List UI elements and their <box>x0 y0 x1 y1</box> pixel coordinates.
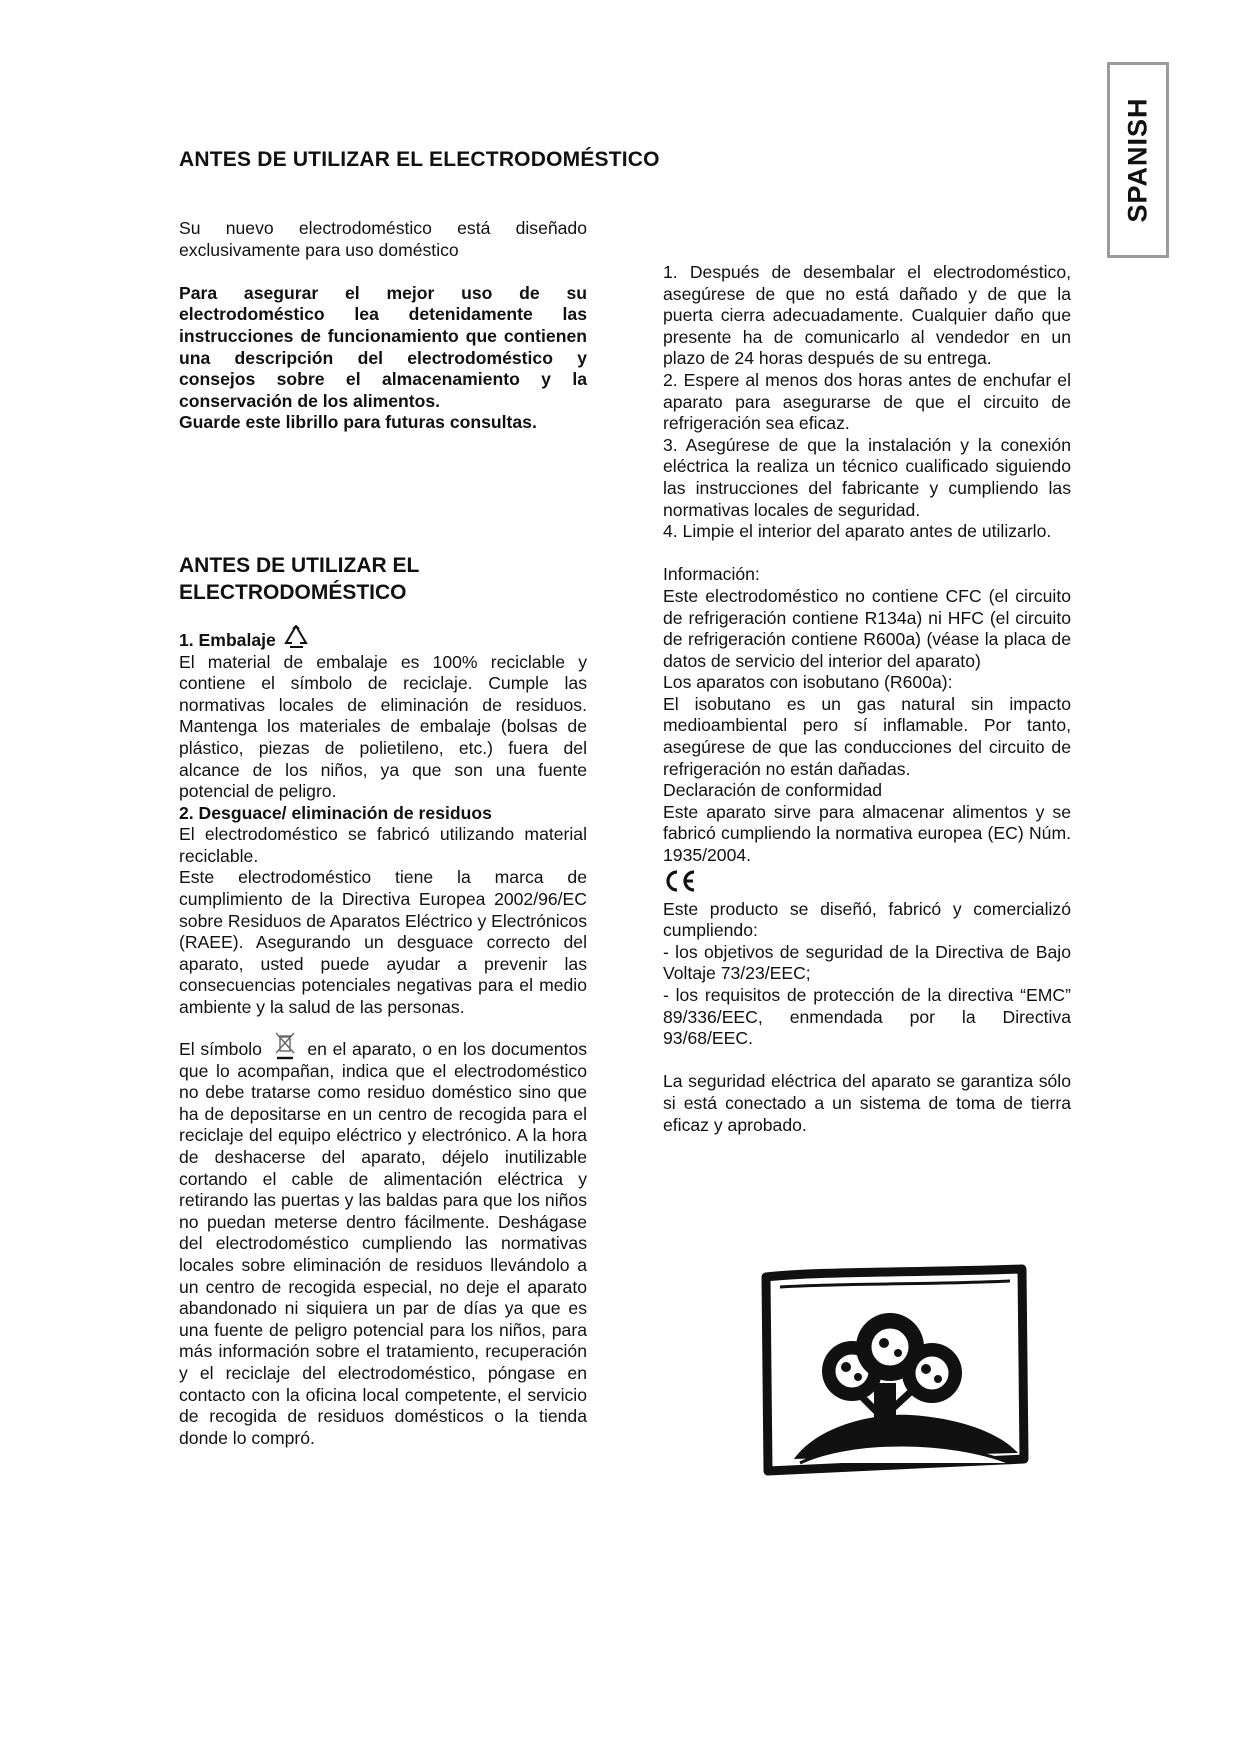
keep-booklet-text: Guarde este librillo para futuras consultas. <box>179 412 537 433</box>
info-label: Información: <box>663 564 760 585</box>
conformity-text: Este aparato sirve para almacenar alimentos y se fabricó cumpliendo la normativa europea (EC) Núm. 1935/2004. <box>663 801 1071 866</box>
ce-intro: Este producto se diseñó, fabricó y comercializó cumpliendo: <box>663 898 1071 941</box>
ce-item-1: - los objetivos de seguridad de la Directiva de Bajo Voltaje 73/23/EEC; <box>663 941 1071 984</box>
crossed-bin-icon <box>272 1031 298 1061</box>
isobutane-label: Los aparatos con isobutano (R600a): <box>663 672 953 693</box>
weee-paragraph <box>179 1031 587 1450</box>
left-column <box>179 218 587 1449</box>
ce-item-2: - los requisitos de protección de la directiva “EMC” 89/336/EEC, enmendada por la Directiva 93/68/EEC. <box>663 985 1071 1049</box>
safety-text: La seguridad eléctrica del aparato se garantiza sólo si está conectado a un sistema de toma de tierra eficaz y aprobado. <box>663 1071 1071 1135</box>
packaging-heading-line <box>179 624 587 652</box>
language-tab <box>1107 62 1169 258</box>
tree-logo-icon <box>760 1263 1030 1493</box>
intro-text: Su nuevo electrodoméstico está diseñado exclusivamente para uso doméstico <box>179 218 587 260</box>
isobutane-text: El isobutano es un gas natural sin impacto medioambiental pero sí inflamable. Por tanto, asegúrese de que las conducciones del circuito de refrigeración no están dañadas. <box>663 693 1071 779</box>
info-text: Este electrodoméstico no contiene CFC (el circuito de refrigeración contiene R134a) ni HFC (el circuito de refrigeración contiene R600a) (véase la placa de datos de servicio del interior del aparato) <box>663 585 1071 671</box>
page-title: ANTES DE UTILIZAR EL ELECTRODOMÉSTICO <box>179 148 660 171</box>
step-1: 1. Después de desembalar el electrodoméstico, asegúrese de que no está dañado y de que la puerta cierra adecuadamente. Cualquier daño que presente ha de comunicarlo al vendedor en un plazo de 24 horas después de su entrega. <box>663 262 1071 369</box>
recycle-icon <box>281 624 311 650</box>
packaging-heading: 1. Embalaje <box>179 629 276 650</box>
disposal-text-1: El electrodoméstico se fabricó utilizando material reciclable. <box>179 824 587 866</box>
section-title-line1: ANTES DE UTILIZAR EL <box>179 553 420 577</box>
symbol-text: en el aparato, o en los documentos que lo acompañan, indica que el electrodoméstico no debe tratarse como residuo doméstico sino que ha de depositarse en un centro de recogida para el reciclaje del equipo eléctrico y electrónico. A la hora de deshacerse del aparato, déjelo inutilizable cortando el cable de alimentación eléctrica y retirando las puertas y las baldas para que los niños no puedan meterse dentro fácilmente. Deshágase del electrodoméstico cumpliendo las normativas locales sobre eliminación de residuos llevándolo a un centro de recogida especial, no deje el aparato abandonado ni siquiera un par de días ya que es una fuente de peligro potencial para los niños, para más información sobre el tratamiento, recuperación y el reciclaje del electrodoméstico, póngase en contacto con la oficina local competente, el servicio de recogida de residuos domésticos o la tienda donde lo compró. <box>179 1038 588 1448</box>
symbol-prefix: El símbolo <box>179 1038 262 1059</box>
ce-mark-icon <box>663 869 697 893</box>
disposal-text-2: Este electrodoméstico tiene la marca de cumplimiento de la Directiva Europea 2002/96/EC sobre Residuos de Aparatos Eléctrico y Electrónicos (RAEE). Asegurando un desguace correcto del aparato, usted puede ayudar a prevenir las consecuencias potenciales negativas para el medio ambiente y la salud de las personas. <box>179 867 587 1018</box>
language-tab-label: SPANISH <box>1122 97 1153 223</box>
right-column <box>663 262 1071 1136</box>
step-4: 4. Limpie el interior del aparato antes de utilizarlo. <box>663 521 1052 542</box>
conformity-label: Declaración de conformidad <box>663 780 883 801</box>
advice-text: Para asegurar el mejor uso de su electrodoméstico lea detenidamente las instrucciones de funcionamiento que contienen una descripción del electrodoméstico y consejos sobre el almacenamiento y la conservación de los alimentos. <box>179 282 587 411</box>
packaging-text: El material de embalaje es 100% reciclable y contiene el símbolo de reciclaje. Cumple las normativas locales de eliminación de residuos. Mantenga los materiales de embalaje (bolsas de plástico, piezas de polietileno, etc.) fuera del alcance de los niños, ya que son una fuente potencial de peligro. <box>179 651 587 802</box>
step-3: 3. Asegúrese de que la instalación y la conexión eléctrica la realiza un técnico cualificado siguiendo las instrucciones del fabricante y cumpliendo las normativas locales de seguridad. <box>663 434 1071 520</box>
section-title-line2: ELECTRODOMÉSTICO <box>179 580 407 604</box>
step-2: 2. Espere al menos dos horas antes de enchufar el aparato para asegurarse de que el circuito de refrigeración sea eficaz. <box>663 369 1071 434</box>
disposal-heading: 2. Desguace/ eliminación de residuos <box>179 802 492 823</box>
